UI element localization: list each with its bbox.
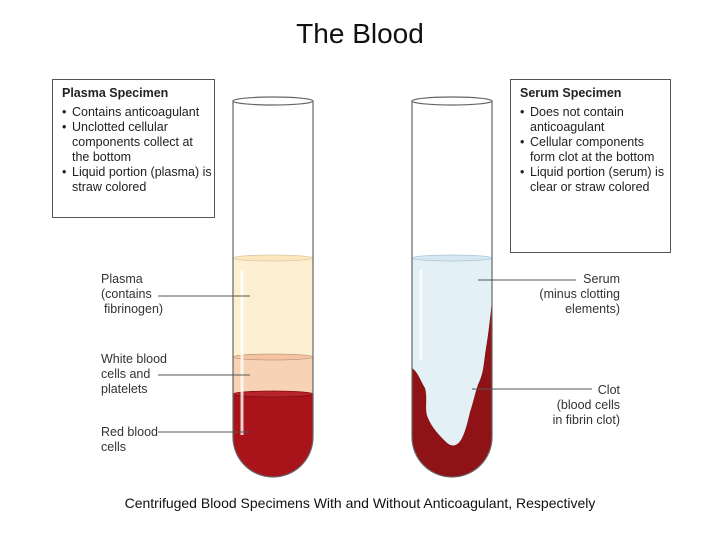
- serum-box-item: • Does not contain anticoagulant: [520, 105, 640, 135]
- plasma-layer: [233, 258, 313, 357]
- red-cell-layer: [233, 394, 313, 484]
- plasma-box-heading: Plasma Specimen: [62, 86, 169, 100]
- tube-rim: [412, 97, 492, 105]
- figure-caption: Centrifuged Blood Specimens With and Without Anticoagulant, Respectively: [124, 495, 596, 511]
- serum-surface: [412, 255, 492, 261]
- rbc-label: Red blood cells: [101, 425, 158, 454]
- clot-label: Clot (blood cells in fibrin clot): [552, 383, 620, 427]
- serum-box-item: • Liquid portion (serum) is clear or straw colored: [520, 165, 670, 195]
- plasma-box-item: • Contains anticoagulant: [62, 105, 208, 120]
- serum-tube: [412, 97, 492, 490]
- plasma-tube: [233, 97, 313, 484]
- serum-box-item: • Cellular components form clot at the bottom: [520, 135, 660, 165]
- leader-lines: [158, 280, 592, 432]
- serum-label: Serum (minus clotting elements): [539, 272, 620, 316]
- buffy-surface: [233, 354, 313, 360]
- tube-rim: [233, 97, 313, 105]
- plasma-box-item: • Liquid portion (plasma) is straw colored: [62, 165, 217, 195]
- rbc-surface: [233, 391, 313, 397]
- serum-box-heading: Serum Specimen: [520, 86, 622, 100]
- plasma-surface: [233, 255, 313, 261]
- plasma-box-item: • Unclotted cellular components collect at the bottom: [62, 120, 197, 165]
- page-title: The Blood: [296, 18, 424, 49]
- wbc-label: White blood cells and platelets: [101, 352, 168, 396]
- plasma-label: Plasma (contains fibrinogen): [101, 272, 164, 316]
